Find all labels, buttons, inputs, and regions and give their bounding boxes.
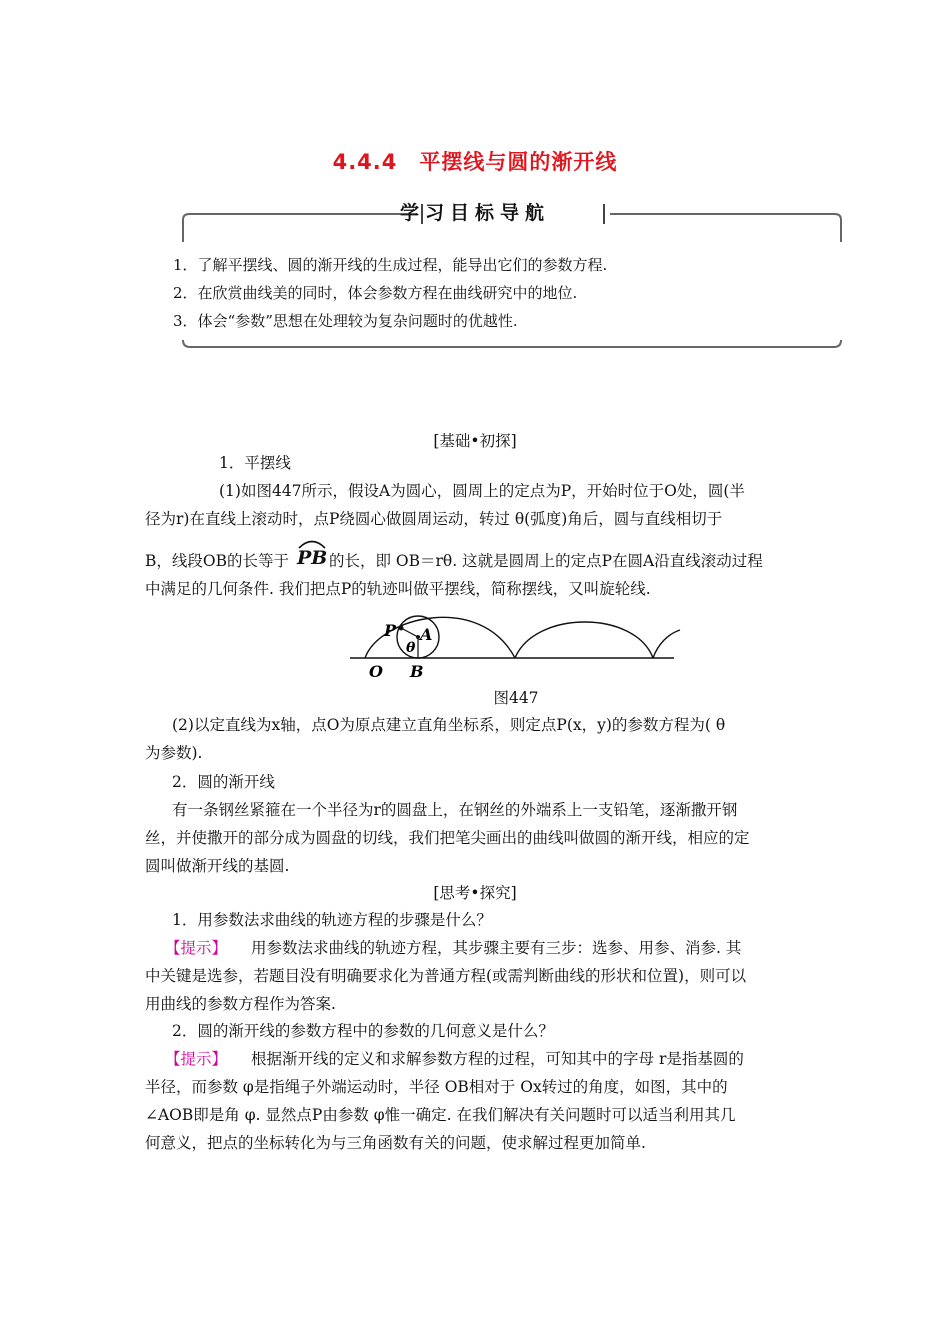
label-a: A bbox=[420, 625, 433, 644]
cycloid-line-3a: B，线段OB的长等于 bbox=[145, 552, 289, 570]
point-p bbox=[399, 626, 404, 631]
cycloid-line-3b: 的长，即 OB＝rθ. 这就是圆周上的定点P在圆A沿直线滚动过程 bbox=[329, 552, 763, 570]
answer-2-line-1: 根据渐开线的定义和求解参数方程的过程，可知其中的字母 r是指基圆的 bbox=[251, 1050, 744, 1068]
arch-2 bbox=[515, 622, 653, 658]
involute-line-2: 丝，并使撒开的部分成为圆盘的切线，我们把笔尖画出的曲线叫做圆的渐开线，相应的定 bbox=[145, 829, 750, 847]
answer-1-line-2: 中关键是选参，若题目没有明确要求化为普通方程(或需判断曲线的形状和位置)，则可以 bbox=[145, 967, 747, 985]
answer-1-line-1: 用参数法求曲线的轨迹方程，其步骤主要有三步：选参、用参、消参. 其 bbox=[251, 939, 742, 957]
involute-heading: 2．圆的渐开线 bbox=[172, 773, 275, 791]
arc-label: PB bbox=[297, 547, 328, 569]
page-title: 4.4.4 平摆线与圆的渐开线 bbox=[332, 150, 618, 174]
radius-ap bbox=[401, 628, 418, 637]
hint-label-1: 【提示】 bbox=[165, 939, 228, 957]
goal-1: 1．了解平摆线、圆的渐开线的生成过程，能导出它们的参数方程. bbox=[173, 256, 608, 274]
label-b: B bbox=[410, 662, 424, 681]
figure-caption: 图447 bbox=[493, 689, 539, 707]
arch-3 bbox=[653, 630, 680, 658]
answer-2-line-3: ∠AOB即是角 φ. 显然点P由参数 φ惟一确定. 在我们解决有关问题时可以适当利用其几 bbox=[145, 1106, 736, 1124]
question-1: 1．用参数法求曲线的轨迹方程的步骤是什么？ bbox=[172, 911, 492, 929]
answer-2-line-2: 半径，而参数 φ是指绳子外端运动时，半径 OB相对于 Ox转过的角度，如图，其中的 bbox=[145, 1078, 728, 1096]
cycloid-eq-line-1: (2)以定直线为x轴，点O为原点建立直角坐标系，则定点P(x，y)的参数方程为( θ bbox=[172, 716, 726, 734]
label-o: O bbox=[369, 662, 383, 681]
cycloid-eq-line-2: 为参数). bbox=[145, 744, 203, 762]
label-p: P bbox=[384, 621, 397, 640]
involute-line-1: 有一条钢丝紧箍在一个半径为r的圆盘上，在钢丝的外端系上一支铅笔，逐渐撒开钢 bbox=[172, 801, 738, 819]
cycloid-heading: 1．平摆线 bbox=[219, 454, 291, 472]
cycloid-line-2: 径为r)在直线上滚动时，点P绕圆心做圆周运动，转过 θ(弧度)角后，圆与直线相切于 bbox=[145, 510, 723, 528]
cycloid-figure bbox=[340, 612, 690, 684]
answer-1-line-3: 用曲线的参数方程作为答案. bbox=[145, 995, 336, 1013]
hint-label-2: 【提示】 bbox=[165, 1050, 228, 1068]
goals-heading: 学习目标导航 bbox=[399, 202, 550, 224]
goal-2: 2．在欣赏曲线美的同时，体会参数方程在曲线研究中的地位. bbox=[173, 284, 578, 302]
section-explore: [思考•探究] bbox=[433, 884, 517, 902]
cycloid-line-1: (1)如图447所示，假设A为圆心，圆周上的定点为P，开始时位于O处，圆(半 bbox=[219, 482, 745, 500]
cycloid-line-4: 中满足的几何条件. 我们把点P的轨迹叫做平摆线，简称摆线，又叫旋轮线. bbox=[145, 580, 651, 598]
label-theta: θ bbox=[406, 640, 416, 656]
question-2: 2．圆的渐开线的参数方程中的参数的几何意义是什么？ bbox=[172, 1022, 554, 1040]
arc-pb bbox=[297, 537, 327, 569]
section-basics: [基础•初探] bbox=[433, 432, 517, 450]
goal-3: 3．体会“参数”思想在处理较为复杂问题时的优越性. bbox=[173, 312, 518, 330]
involute-line-3: 圆叫做渐开线的基圆. bbox=[145, 857, 290, 875]
answer-2-line-4: 何意义，把点的坐标转化为与三角函数有关的问题，使求解过程更加简单. bbox=[145, 1134, 646, 1152]
